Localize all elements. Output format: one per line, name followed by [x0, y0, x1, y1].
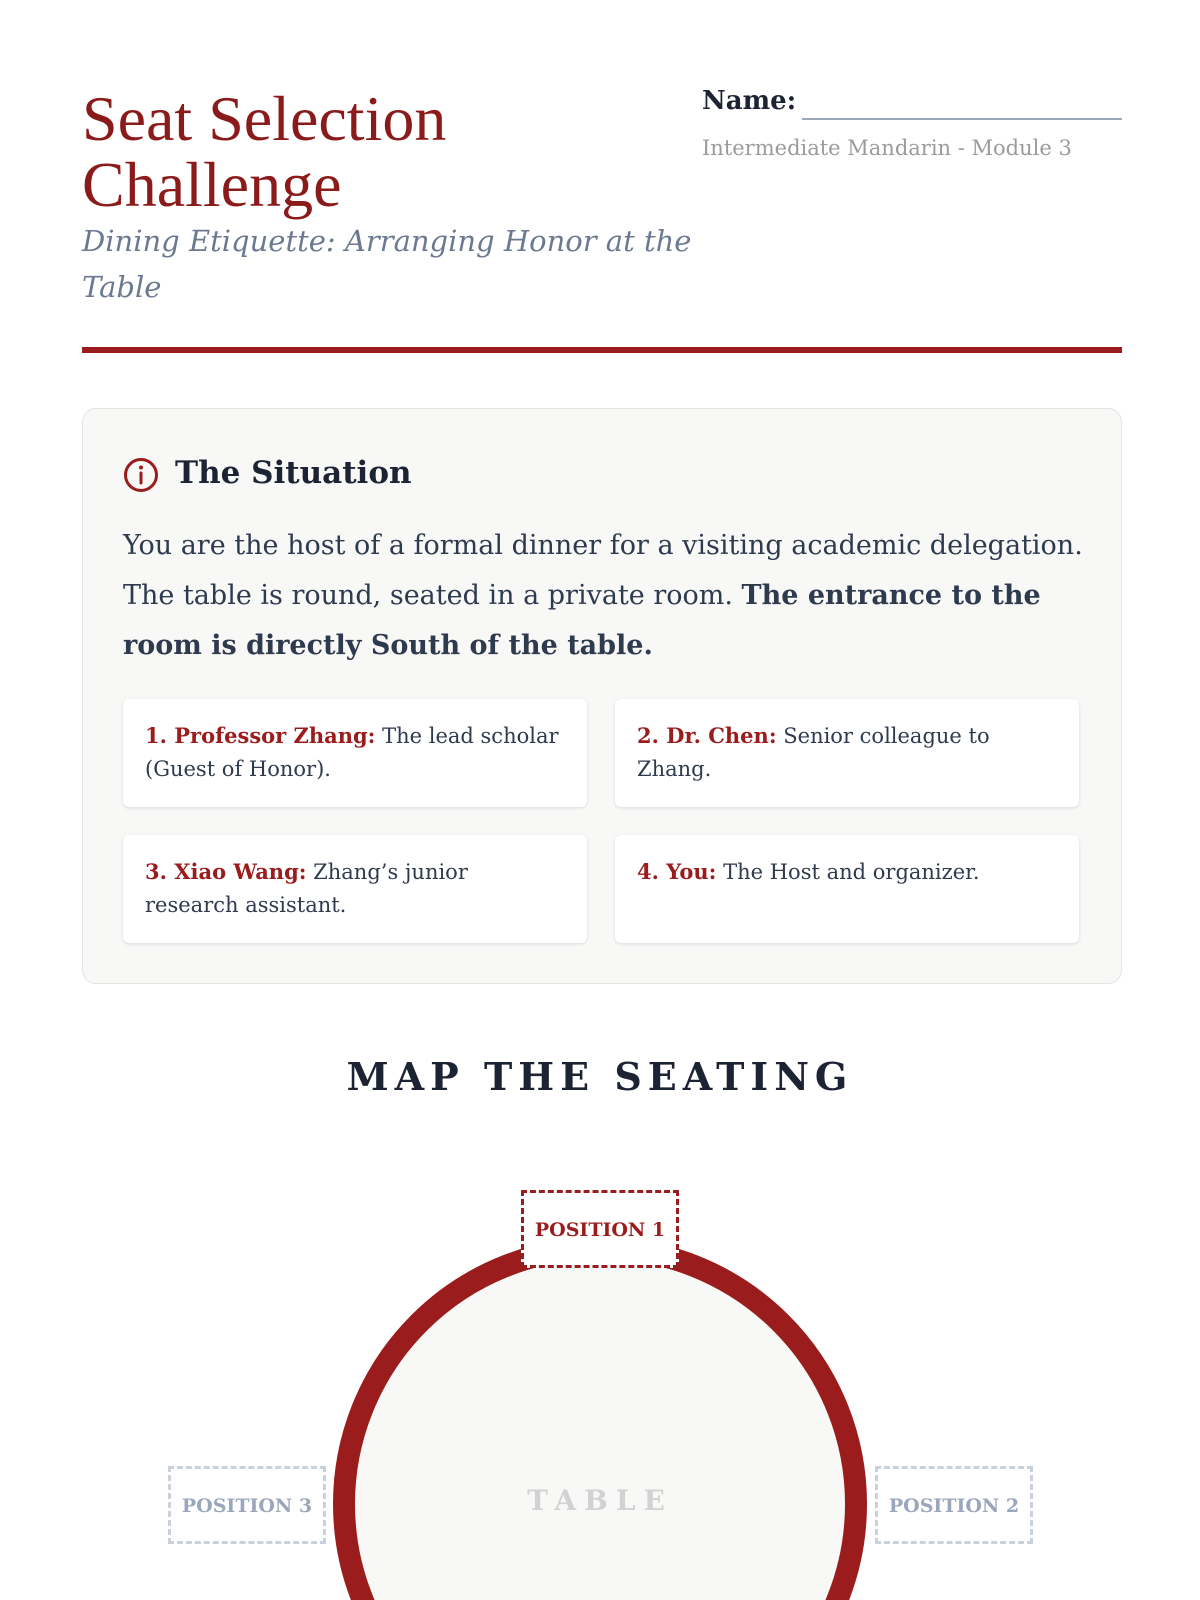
info-icon [123, 457, 159, 493]
table-label: TABLE [527, 1484, 673, 1517]
person-card [123, 835, 587, 943]
person-card [615, 835, 1079, 943]
seat-position-1[interactable]: POSITION 1 [521, 1190, 679, 1268]
situation-text: You are the host of a formal dinner for a visiting academic delegation. The table is round, seated in a private room. [123, 530, 1083, 611]
name-field[interactable] [702, 86, 1122, 126]
person-card [615, 699, 1079, 807]
person-name: 2. Dr. Chen: [637, 723, 777, 748]
name-input-line[interactable] [802, 118, 1122, 120]
module-label: Intermediate Mandarin - Module 3 [702, 136, 1072, 160]
name-label: Name: [702, 86, 797, 116]
situation-heading: The Situation [175, 455, 412, 491]
person-role: The Host and organizer. [716, 860, 980, 884]
seat-position-2[interactable]: POSITION 2 [875, 1466, 1033, 1544]
person-name: 4. You: [637, 859, 717, 884]
person-role: Zhang’s junior research assistant. [145, 860, 468, 917]
worksheet-header [82, 83, 1122, 356]
situation-panel [82, 408, 1122, 984]
person-card [123, 699, 587, 807]
page-subtitle: Dining Etiquette: Arranging Honor at the Table [82, 224, 692, 304]
situation-emphasis: The entrance to the room is directly South of the table. [123, 580, 1041, 661]
seat-position-3[interactable]: POSITION 3 [168, 1466, 326, 1544]
map-title: MAP THE SEATING [346, 1054, 854, 1099]
person-name: 3. Xiao Wang: [145, 859, 307, 884]
person-role: The lead scholar (Guest of Honor). [145, 724, 559, 781]
situation-description [123, 521, 1083, 671]
page-title: Seat Selection Challenge [82, 83, 447, 220]
person-name: 1. Professor Zhang: [145, 723, 376, 748]
header-divider [82, 347, 1122, 353]
person-role: Senior colleague to Zhang. [637, 724, 990, 781]
